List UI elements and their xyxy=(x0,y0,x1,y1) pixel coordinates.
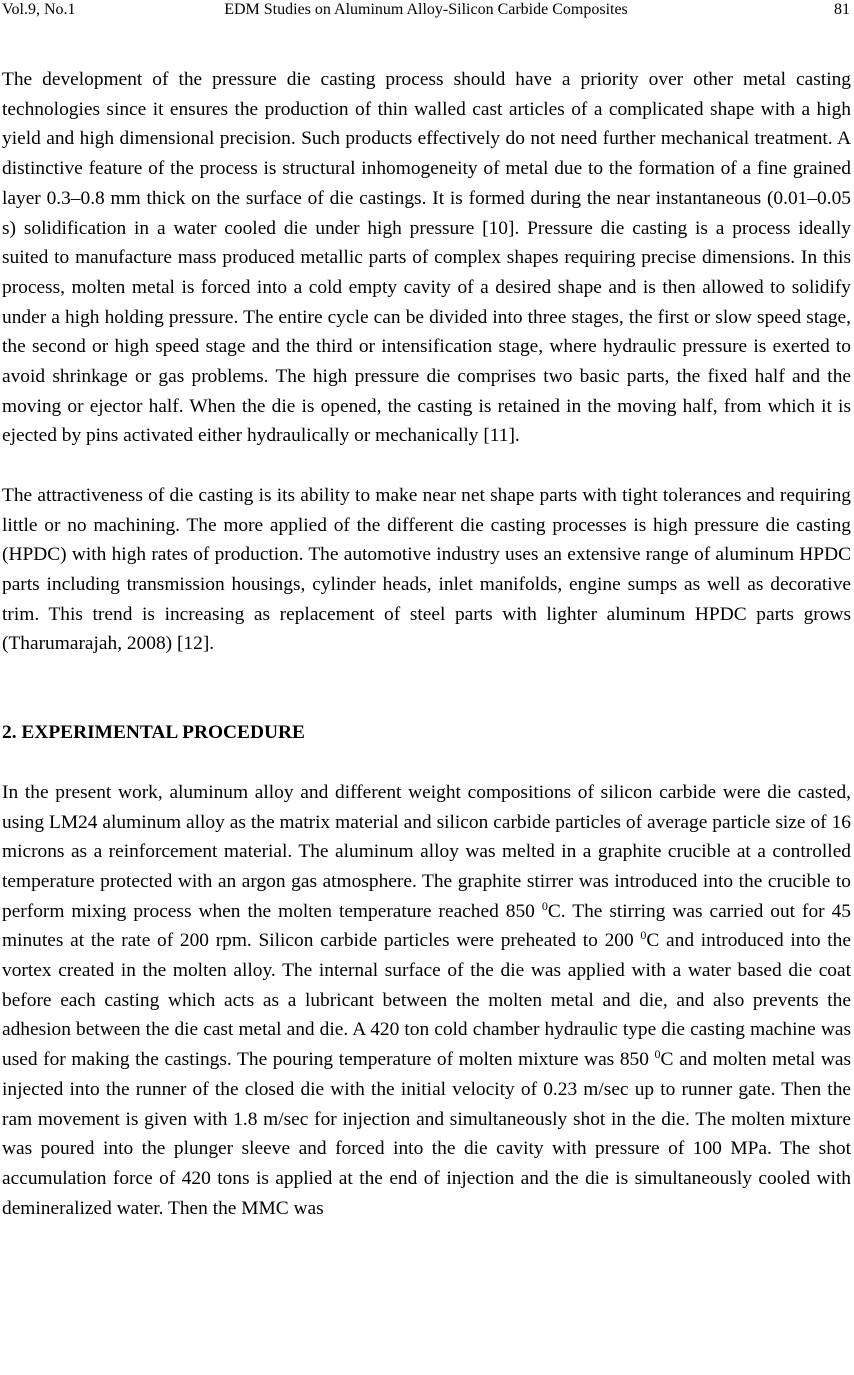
superscript-degree: 0 xyxy=(640,928,647,943)
superscript-degree: 0 xyxy=(541,898,548,913)
paragraph-attractiveness: The attractiveness of die casting is its ability to make near net shape parts with tight tolerances and requiring little or no machining. The more applied of the different die casting processes is high pressure die casting (HPDC) with high rates of production. The automotive industry uses an extensive range of aluminum HPDC parts including transmission housings, cylinder heads, inlet manifolds, engine sumps as well as decorative trim. This trend is increasing as replacement of steel parts with lighter aluminum HPDC parts grows (Tharumarajah, 2008) [12]. xyxy=(2,484,851,655)
superscript-degree: 0 xyxy=(654,1047,661,1062)
text-segment: C. The stirring was carried out for 45 minutes at the rate of 200 rpm. Silicon carbide particles were preheated to 200 xyxy=(2,900,851,952)
page-number: 81 xyxy=(834,1,850,18)
text-segment: C and molten metal was injected into the runner of the closed die with the initial velocity of 0.23 m/sec up to runner gate. Then the ram movement is given with 1.8 m/sec for injection and simultaneously shot in the die. The molten mixture was poured into the plunger sleeve and forced into the die cavity with pressure of 100 MPa. The shot accumulation force of 420 tons is applied at the end of injection and the die is simultaneously cooled with demineralized water. Then the MMC was xyxy=(2,1049,852,1219)
page-body xyxy=(2,65,851,1223)
paragraph-experimental-procedure xyxy=(2,778,851,1224)
journal-volume: Vol.9, No.1 xyxy=(2,1,76,18)
text-segment: In the present work, aluminum alloy and different weight compositions of silicon carbide were die casted, using LM24 aluminum alloy as the matrix material and silicon carbide particles of average particle size of 16 microns as a reinforcement material. The aluminum alloy was melted in a graphite crucible at a controlled temperature protected with an argon gas atmosphere. The graphite stirrer was introduced into the crucible to perform mixing process when the molten temperature reached 850 xyxy=(2,781,851,922)
section-heading: 2. EXPERIMENTAL PROCEDURE xyxy=(2,722,305,744)
text-segment: C and introduced into the vortex created in the molten alloy. The internal surface of the die was applied with a water based die coat before each casting which acts as a lubricant between the molten metal and die, and also prevents the adhesion between the die cast metal and die. A 420 ton cold chamber hydraulic type die casting machine was used for making the castings. The pouring temperature of molten mixture was 850 xyxy=(2,930,851,1071)
running-header xyxy=(2,0,850,24)
paragraph-pressure-die-casting: The development of the pressure die casting process should have a priority over other metal casting technologies since it ensures the production of thin walled cast articles of a complicated shape with a high yield and high dimensional precision. Such products effectively do not need further mechanical treatment. A distinctive feature of the process is structural inhomogeneity of metal due to the formation of a fine grained layer 0.3–0.8 mm thick on the surface of die castings. It is formed during the near instantaneous (0.01–0.05 s) solidification in a water cooled die under high pressure [10]. Pressure die casting is a process ideally suited to manufacture mass produced metallic parts of complex shapes requiring precise dimensions. In this process, molten metal is forced into a cold empty cavity of a desired shape and is then allowed to solidify under a high holding pressure. The entire cycle can be divided into three stages, the first or slow speed stage, the second or high speed stage and the third or intensification stage, where hydraulic pressure is exerted to avoid shrinkage or gas problems. The high pressure die comprises two basic parts, the fixed half and the moving or ejector half. When the die is opened, the casting is retained in the moving half, from which it is ejected by pins activated either hydraulically or mechanically [11]. xyxy=(2,69,851,447)
running-title: EDM Studies on Aluminum Alloy-Silicon Carbide Composites xyxy=(224,1,628,18)
